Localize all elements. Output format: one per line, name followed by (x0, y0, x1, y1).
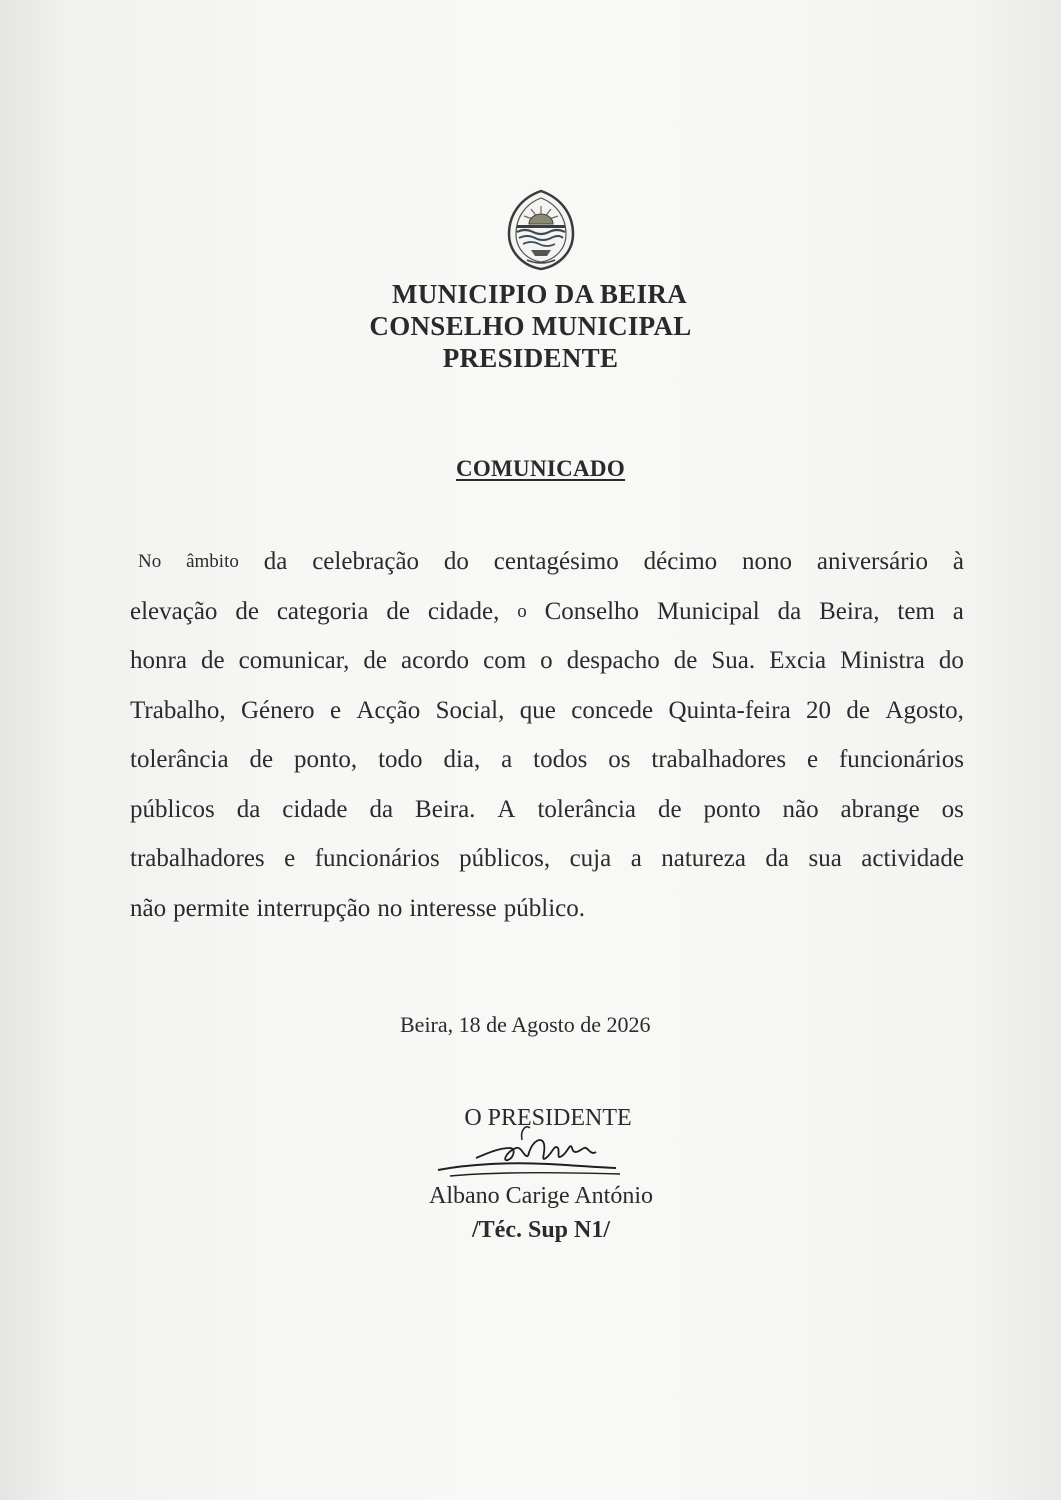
signatory-role: O PRESIDENTE (464, 1105, 632, 1131)
body-word: categoria (276, 597, 369, 625)
body-word: elevação (130, 597, 218, 625)
body-word: de (673, 647, 698, 674)
header-council: CONSELHO MUNICIPAL (369, 311, 692, 341)
body-word: e (329, 696, 342, 724)
body-word: ponto (703, 795, 761, 823)
header-office: PRESIDENTE (442, 343, 619, 373)
body-word: de (386, 597, 410, 625)
body-word: à (952, 548, 964, 575)
document-header (0, 278, 1061, 374)
body-word: de (249, 746, 274, 773)
body-word: de (846, 696, 871, 724)
body-word: interesse (409, 894, 497, 922)
body-word: no (377, 894, 403, 922)
body-word: Beira. (415, 795, 476, 823)
body-word: sua (808, 845, 842, 872)
body-word: de (200, 647, 225, 674)
body-word: a (501, 746, 513, 773)
body-word: natureza (661, 845, 746, 872)
body-word: público. (503, 894, 586, 922)
body-word: de (235, 597, 259, 625)
body-word: ponto, (293, 746, 358, 773)
body-word: do (938, 647, 964, 674)
body-word: Excia (769, 647, 827, 674)
body-word: de (657, 795, 682, 823)
body-word: actividade (861, 845, 964, 872)
header-municipality: MUNICIPIO DA BEIRA (392, 279, 687, 309)
body-word: dia, (443, 746, 481, 773)
body-word: o (540, 647, 553, 674)
body-word: aniversário (816, 548, 928, 575)
body-line (130, 691, 964, 741)
municipal-emblem-icon (503, 188, 579, 272)
body-word: não (782, 795, 819, 823)
body-word: tolerância (130, 746, 229, 773)
body-word: todo (378, 746, 423, 773)
body-word: e (806, 746, 819, 773)
body-word: Acção (356, 696, 421, 724)
body-word: permite (173, 894, 250, 922)
body-word: comunicar, (238, 647, 350, 674)
body-word: a (952, 597, 964, 625)
body-word: todos (533, 746, 588, 773)
body-word: No (138, 551, 162, 572)
body-word: trabalhadores (651, 746, 787, 773)
body-word: A (497, 795, 516, 823)
document-title: COMUNICADO (455, 456, 626, 481)
body-word: Beira, (819, 597, 880, 625)
body-word: centagésimo (493, 548, 619, 575)
body-word: concede (571, 696, 654, 724)
body-word: celebração (312, 548, 420, 575)
body-word: Municipal (656, 597, 760, 625)
body-word: da (765, 845, 789, 872)
signatory-title: /Téc. Sup N1/ (471, 1217, 611, 1243)
announcement-body (130, 542, 964, 938)
body-word: despacho (566, 647, 660, 674)
body-word: funcionários (314, 845, 440, 872)
body-word: tolerância (537, 795, 636, 823)
body-word: Trabalho, (130, 696, 226, 724)
body-line (130, 889, 964, 939)
body-word: décimo (643, 548, 718, 575)
body-word: Sua. (711, 647, 756, 674)
signatory-name: Albano Carige António (429, 1183, 653, 1209)
body-word: da (263, 548, 288, 575)
body-line (130, 839, 964, 889)
body-word: tem (897, 597, 935, 625)
body-word: trabalhadores (130, 845, 265, 872)
body-word: abrange (840, 795, 920, 823)
body-word: interrupção (256, 894, 371, 922)
document-date: Beira, 18 de Agosto de 2026 (400, 1012, 651, 1037)
body-word: Social, (435, 696, 505, 724)
body-word: cidade (282, 795, 348, 823)
body-word: funcionários (838, 746, 964, 773)
body-word: que (519, 696, 556, 724)
body-word: nono (742, 548, 793, 575)
body-word: da (369, 795, 394, 823)
body-word: da (777, 597, 802, 625)
body-word: e (284, 845, 296, 872)
body-word: a (630, 845, 642, 872)
body-word: Agosto, (885, 696, 964, 724)
body-word: Género (240, 696, 315, 724)
body-line (130, 592, 964, 642)
body-line (130, 542, 964, 592)
body-line (130, 641, 964, 691)
body-word: com (483, 647, 527, 674)
body-word: os (941, 795, 964, 823)
body-word: cidade, (427, 597, 500, 625)
body-line (130, 790, 964, 840)
body-word: do (443, 548, 469, 575)
handwritten-signature (430, 1118, 630, 1184)
body-word: de (363, 647, 387, 674)
body-line (130, 740, 964, 790)
body-word: âmbito (186, 551, 239, 572)
body-word: da (236, 795, 261, 823)
body-word: Quinta-feira (668, 696, 791, 724)
body-word: acordo (401, 647, 470, 674)
body-word: Conselho (544, 597, 640, 625)
body-word: os (608, 746, 631, 773)
body-word: 20 (806, 696, 832, 724)
body-word: honra (130, 647, 187, 674)
body-word: cuja (569, 845, 612, 872)
body-word: não (130, 894, 167, 922)
body-word: públicos, (459, 845, 551, 872)
body-word: públicos (130, 795, 215, 823)
body-word: o (517, 600, 527, 622)
body-word: Ministra (840, 647, 925, 674)
